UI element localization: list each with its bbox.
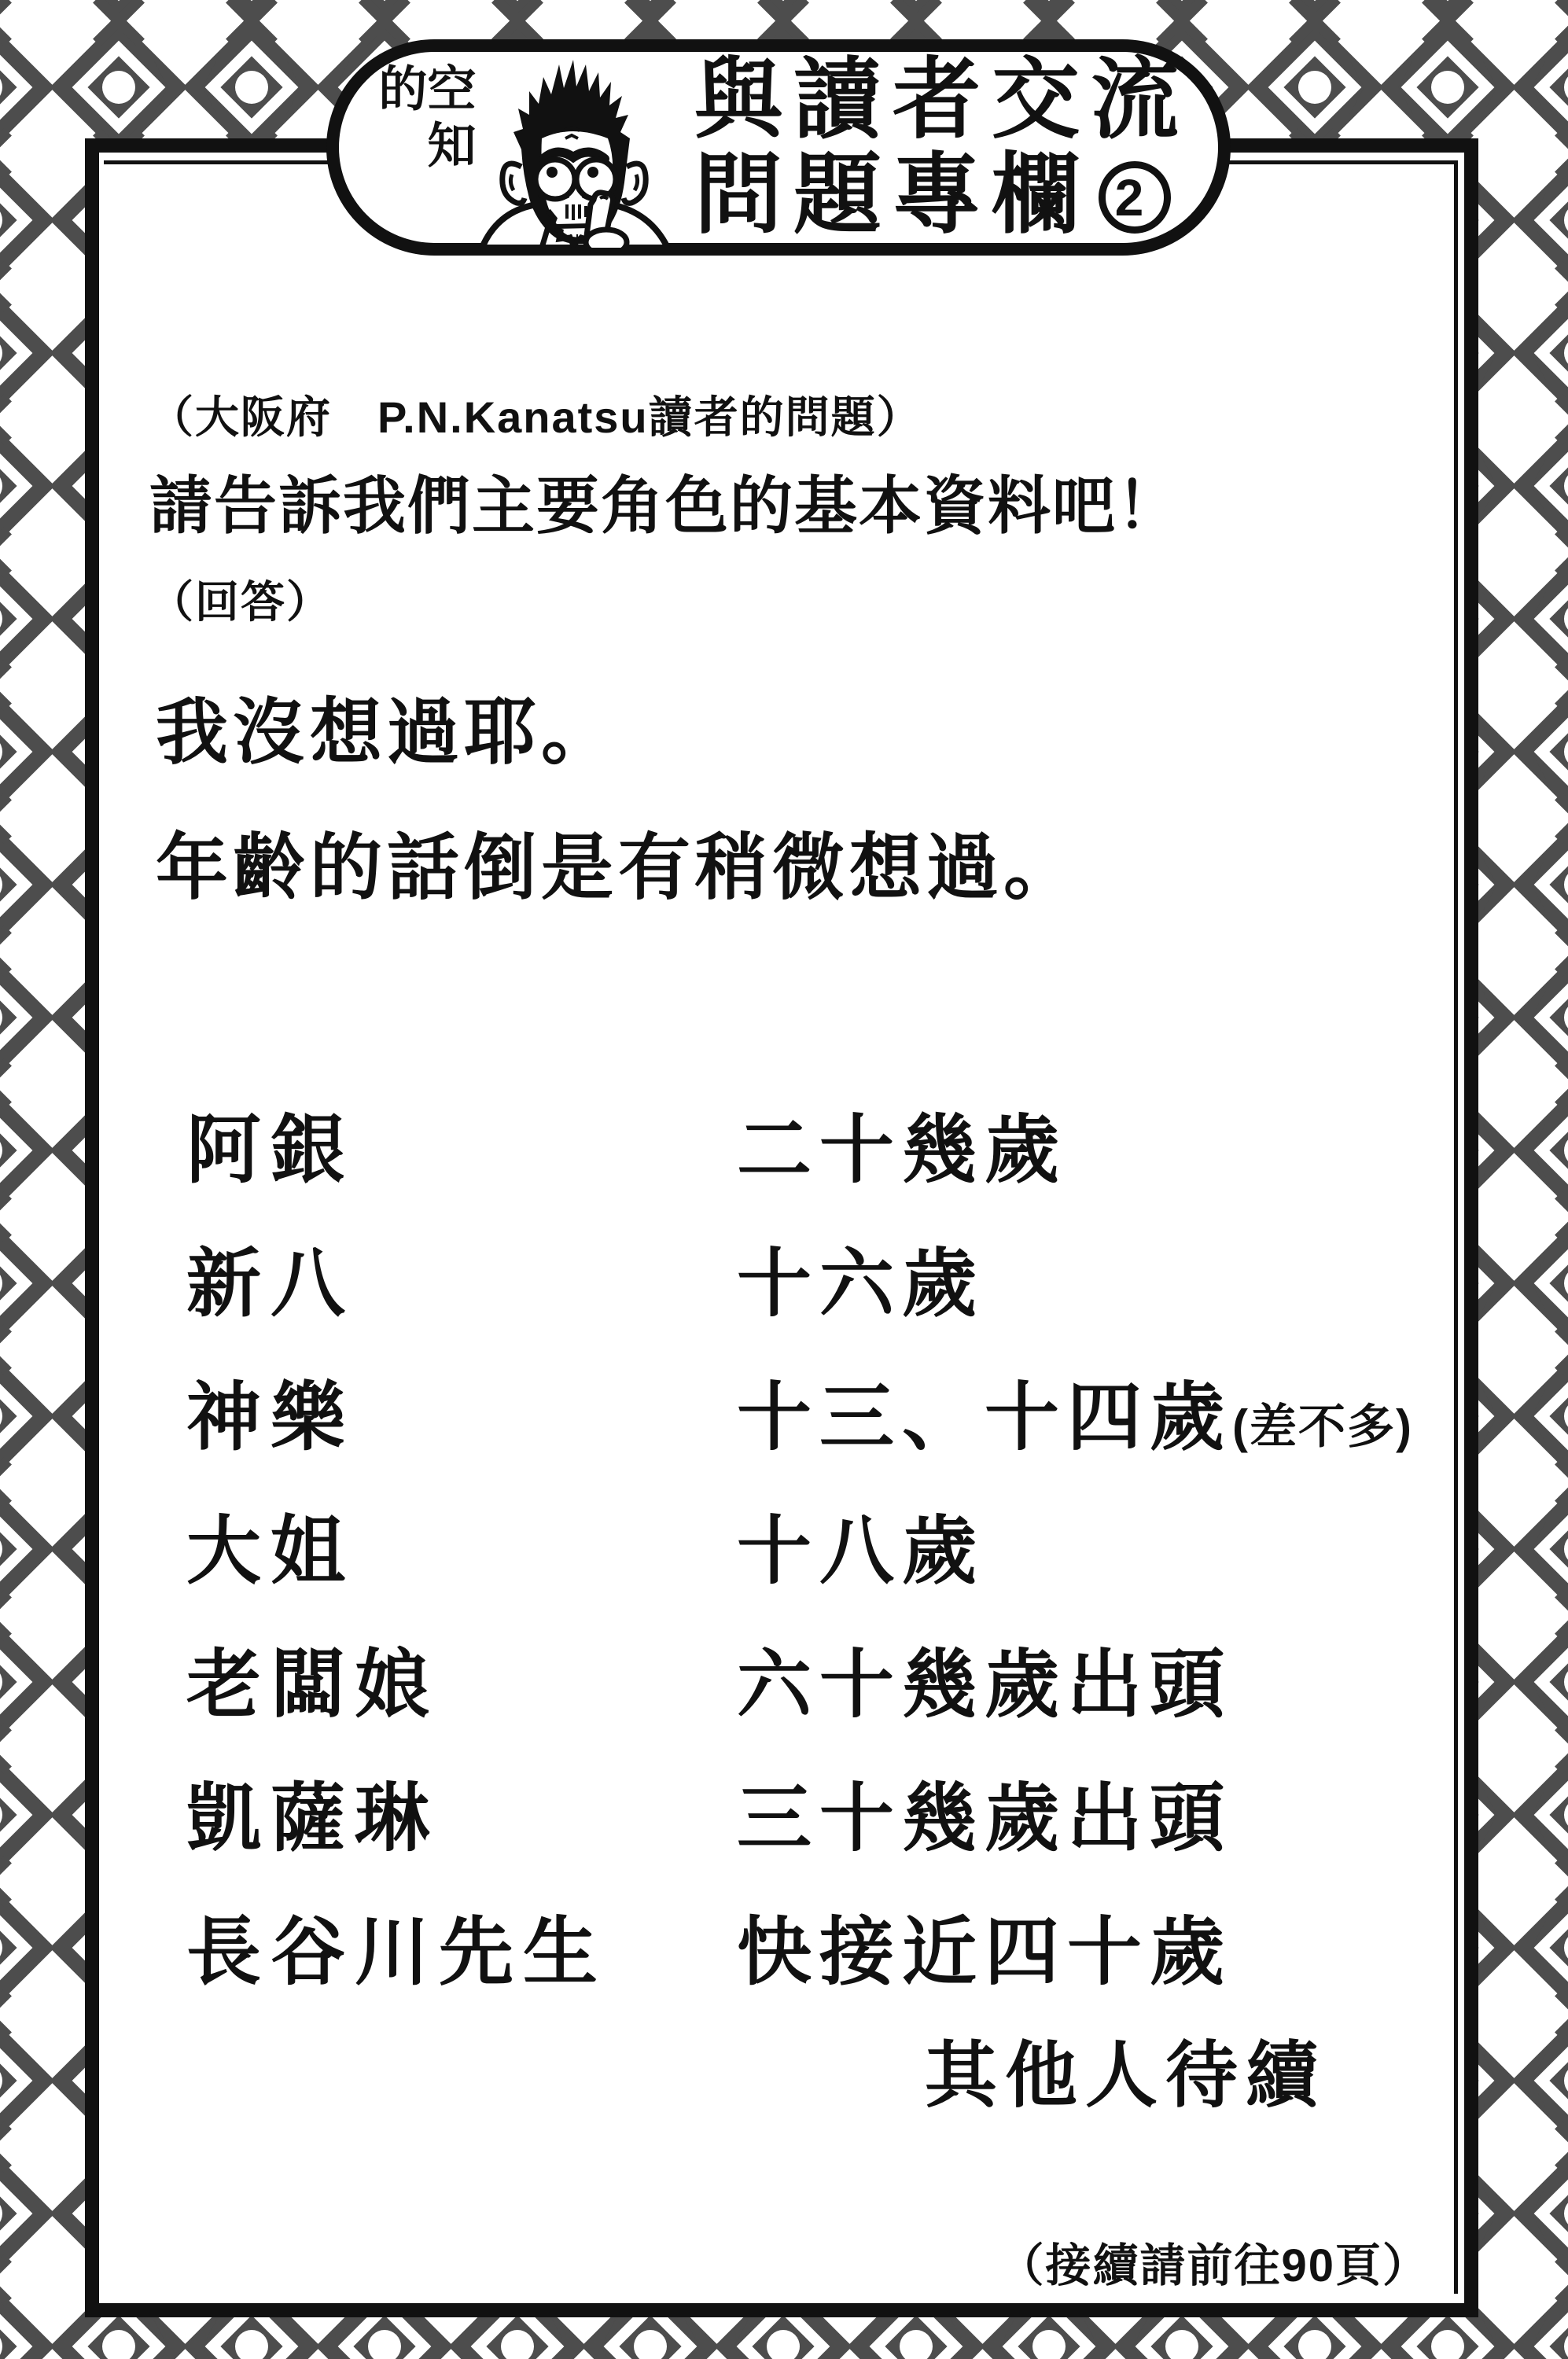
column-title-line2: 問題專欄 2 <box>694 148 1190 243</box>
character-name: 凱薩琳 <box>186 1777 440 1860</box>
character-row <box>186 1211 1460 1345</box>
character-row <box>186 1345 1460 1478</box>
character-row <box>186 1746 1460 1879</box>
character-row <box>186 1879 1460 2013</box>
character-age-list <box>186 1077 1460 2013</box>
content-panel <box>85 138 1478 2317</box>
character-row <box>186 1478 1460 1612</box>
column-header-capsule <box>326 39 1231 256</box>
character-name: 神樂 <box>186 1376 355 1459</box>
column-title-line1: 與讀者交流 <box>694 50 1190 149</box>
character-row <box>186 1612 1460 1746</box>
character-age-note: (差不多) <box>1232 1400 1413 1453</box>
monkey-face-illustration <box>476 57 672 248</box>
character-age: 十六歲 <box>737 1242 985 1326</box>
question-source-line: （大阪府 P.N.Kanatsu讀者的問題） <box>149 392 922 442</box>
question-text: 請告訴我們主要角色的基本資料吧！ <box>149 471 1181 541</box>
character-age: 六十幾歲出頭 <box>737 1643 1233 1727</box>
character-name: 阿銀 <box>186 1109 355 1192</box>
character-name: 新八 <box>186 1242 355 1326</box>
character-name: 老闆娘 <box>186 1643 440 1727</box>
author-vertical-label: 空知的 <box>371 63 474 176</box>
character-age: 快接近四十歲 <box>737 1911 1233 1994</box>
character-age: 十三、十四歲(差不多) <box>737 1376 1413 1459</box>
answer-line-2: 年齡的話倒是有稍微想過。 <box>156 828 1081 908</box>
character-age: 十八歲 <box>737 1510 985 1593</box>
footer-continue-note: （接續請前往90頁） <box>998 2240 1430 2291</box>
character-row <box>186 1077 1460 1211</box>
character-age: 二十幾歲 <box>737 1109 1068 1192</box>
answer-line-1: 我沒想過耶。 <box>156 693 619 773</box>
column-title <box>672 50 1190 244</box>
answer-label: （回答） <box>149 577 332 627</box>
character-name: 長谷川先生 <box>186 1911 608 1994</box>
character-name: 大姐 <box>186 1510 355 1593</box>
issue-number-badge: 2 <box>1099 161 1171 234</box>
others-note: 其他人待續 <box>925 2036 1327 2116</box>
character-age: 三十幾歲出頭 <box>737 1777 1233 1860</box>
